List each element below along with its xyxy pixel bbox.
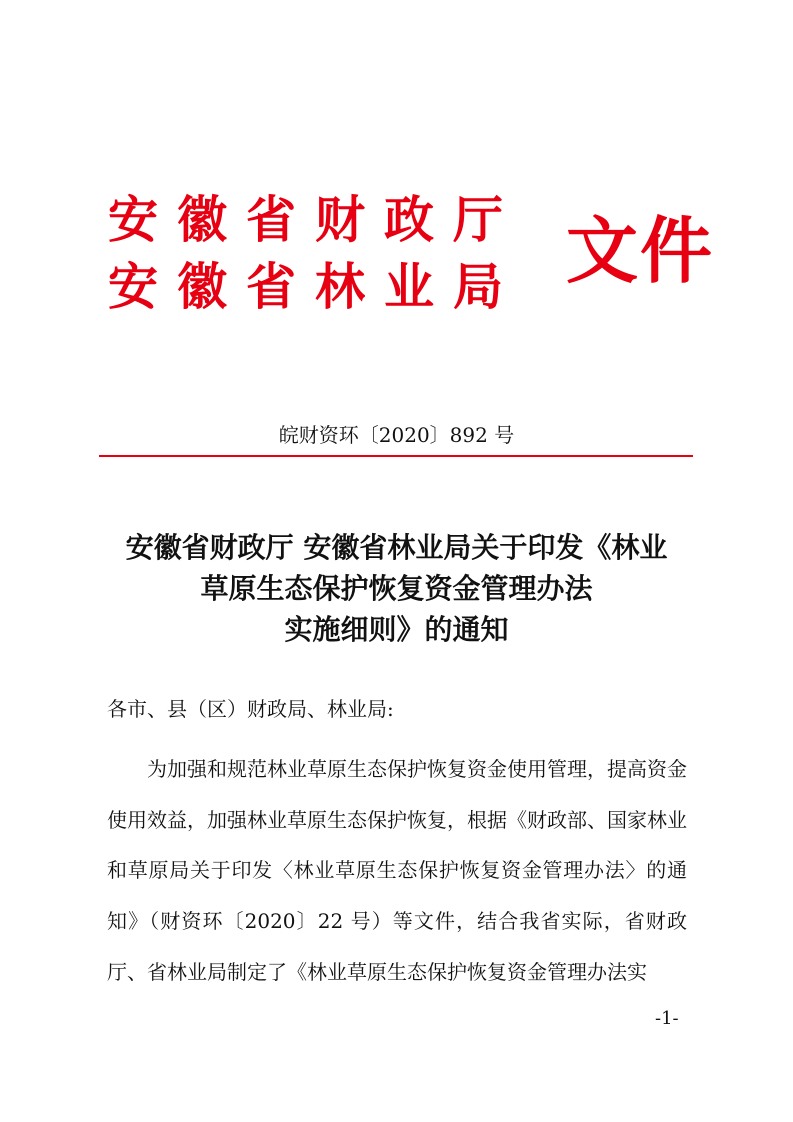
addressee: 各市、县（区）财政局、林业局:	[107, 697, 394, 721]
document-title-line-2: 草原生态保护恢复资金管理办法	[200, 572, 593, 605]
document-title-line-3: 实施细则》的通知	[284, 613, 509, 646]
red-divider	[99, 455, 693, 457]
issuer-line-forestry-bureau: 安徽省林业局	[108, 257, 522, 316]
document-number: 皖财资环〔2020〕892 号	[278, 423, 515, 447]
document-header-suffix: 文件	[566, 208, 715, 293]
body-paragraph: 为加强和规范林业草原生态保护恢复资金使用管理，提高资金使用效益，加强林业草原生态保护恢复，根据《财政部、国家林业和草原局关于印发〈林业草原生态保护恢复资金管理办法〉的通知》（财资环〔2020〕22 号）等文件，结合我省实际，省财政厅、省林业局制定了《林业草原生态保护恢复资金管理办法实	[107, 757, 687, 984]
document-title-line-1: 安徽省财政厅 安徽省林业局关于印发《林业	[125, 531, 668, 564]
page-number: -1-	[655, 1008, 679, 1029]
issuer-line-finance-department: 安徽省财政厅	[108, 190, 522, 249]
